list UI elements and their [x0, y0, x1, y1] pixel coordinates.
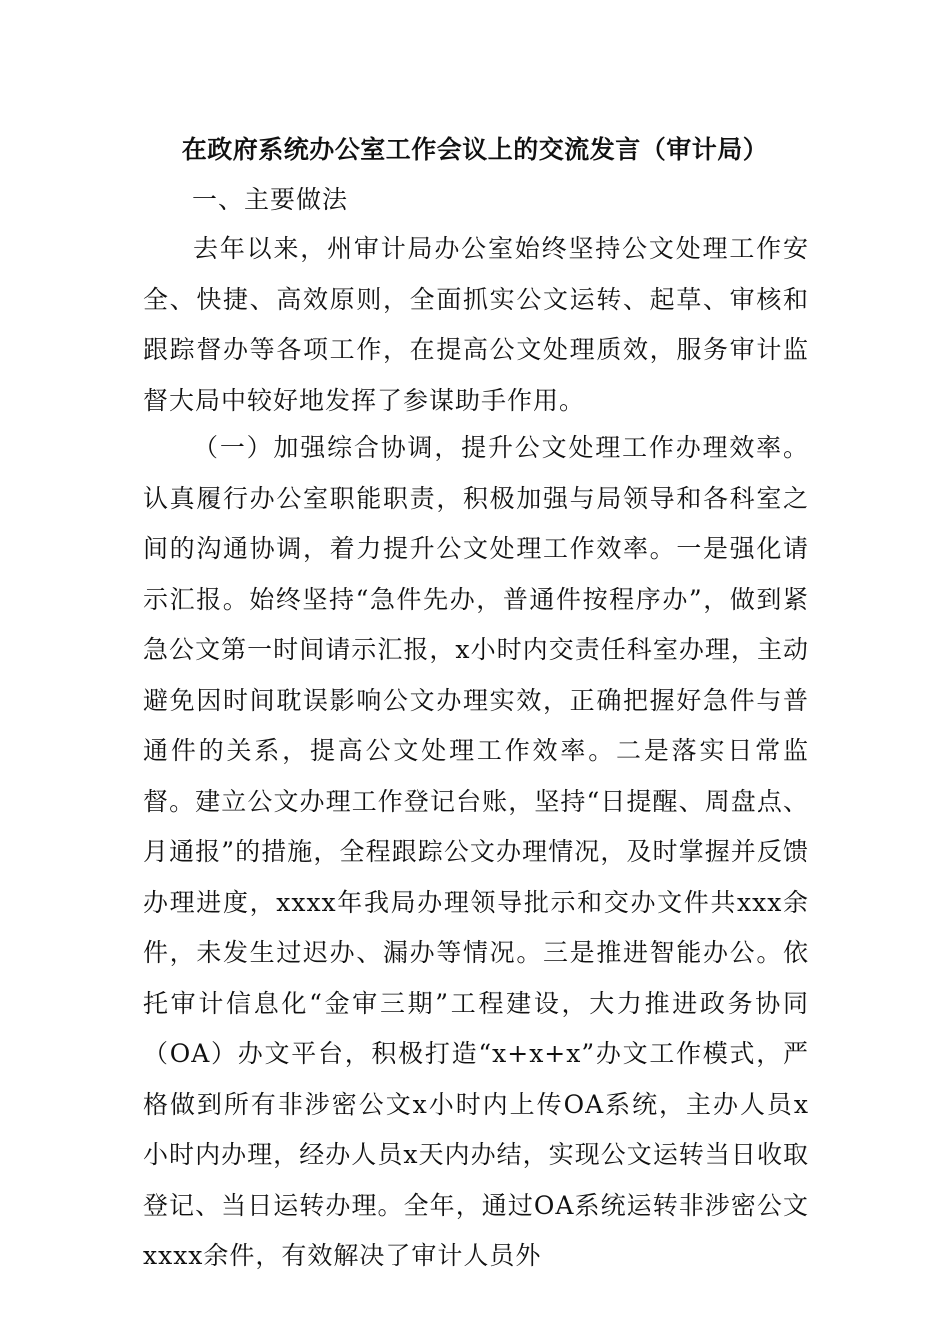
document-title: 在政府系统办公室工作会议上的交流发言（审计局） — [181, 135, 769, 164]
paragraph: 去年以来，州审计局办公室始终坚持公文处理工作安全、快捷、高效原则，全面抓实公文运转、起草、审核和跟踪督办等各项工作，在提高公文处理质效，服务审计监督大局中较好地发挥了参谋助手作用。 — [143, 234, 809, 415]
section-heading: 一、主要做法 — [192, 185, 349, 214]
paragraph: （一）加强综合协调，提升公文处理工作办理效率。认真履行办公室职能职责，积极加强与局领导和各科室之间的沟通协调，着力提升公文处理工作效率。一是强化请示汇报。始终坚持“急件先办，普通件按程序办”，做到紧急公文第一时间请示汇报，x小时内交责任科室办理，主动避免因时间耽误影响公文办理实效，正确把握好急件与普通件的关系，提高公文处理工作效率。二是落实日常监督。建立公文办理工作登记台账，坚持“日提醒、周盘点、月通报”的措施，全程跟踪公文办理情况，及时掌握并反馈办理进度，xxxx年我局办理领导批示和交办文件共xxx余件，未发生过迟办、漏办等情况。三是推进智能办公。依托审计信息化“金审三期”工程建设，大力推进政务协同（OA）办文平台，积极打造“x+x+x”办文工作模式，严格做到所有非涉密公文x小时内上传OA系统，主办人员x小时内办理，经办人员x天内办结，实现公文运转当日收取登记、当日运转办理。全年，通过OA系统运转非涉密公文xxxx余件，有效解决了审计人员外 — [143, 433, 809, 1270]
